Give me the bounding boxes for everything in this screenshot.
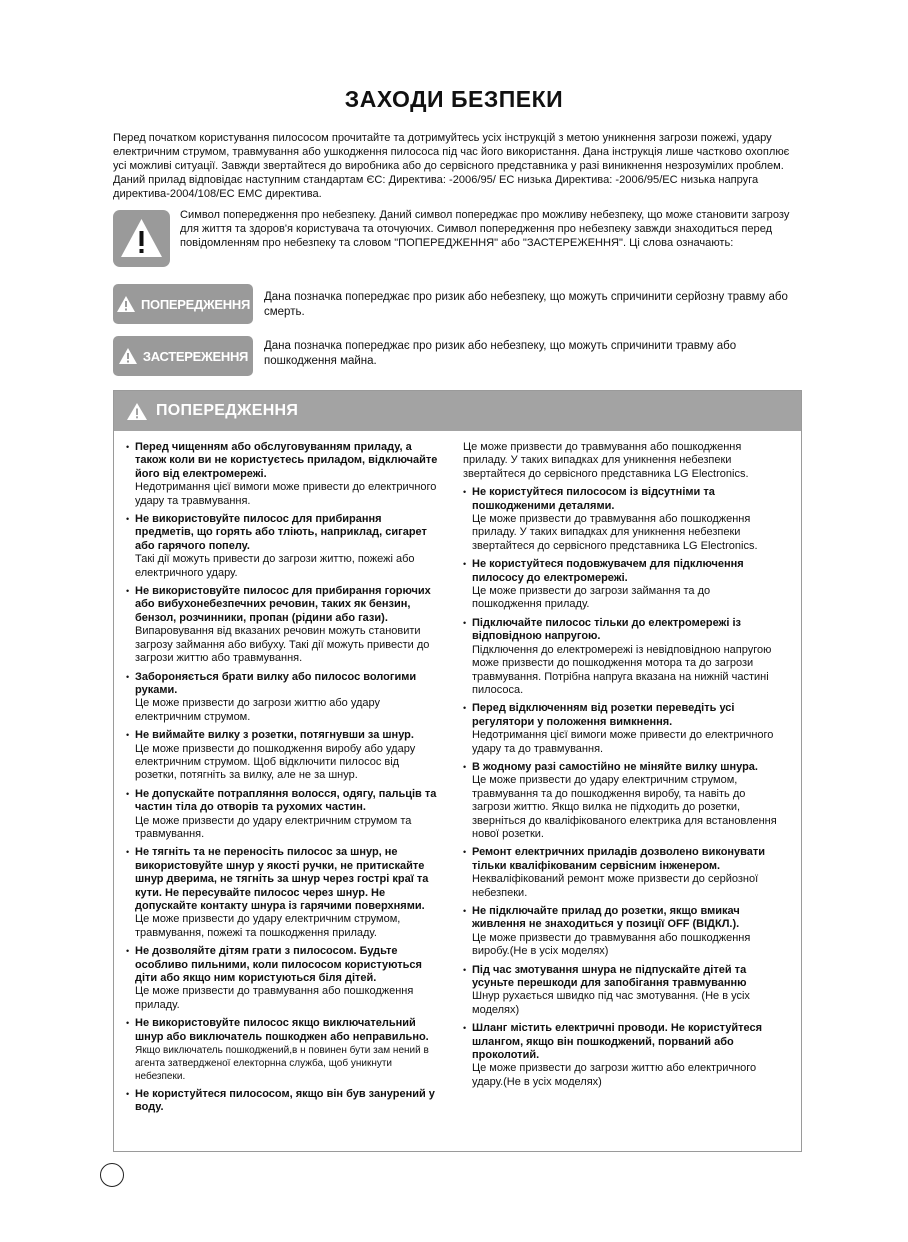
caution-badge [113, 336, 253, 376]
warning-triangle-icon [116, 295, 136, 313]
item-bold-text: • Не користуйтеся пилососом, якщо він був занурений у воду. [135, 1088, 435, 1114]
list-item [126, 513, 442, 580]
item-bold-text: • Ремонт електричних приладів дозволено виконувати тільки кваліфікованим сервісним інженером. [472, 846, 766, 872]
item-text: Шнур рухається швидко під час змотування. (Не в усіх моделях) [472, 990, 750, 1016]
item-bold-text: • В жодному разі самостійно не міняйте вилку шнура. [472, 760, 758, 773]
item-bold-text: • Підключайте пилосос тільки до електромережі із відповідною напругою. [472, 616, 741, 643]
item-bold-text: • Не користуйтеся подовжувачем для підключення пилососу до електромережі. [472, 558, 744, 584]
list-item [126, 788, 442, 842]
caution-badge-text: Дана позначка попереджає про ризик або небезпеку, що можуть спричинити травму або пошкодження майна. [264, 340, 737, 367]
item-text: Це може призвести до травмування або пошкодження приладу. У таких випадках для уникнення небезпеки звертайтеся до сервісного представника LG Electronics. [463, 441, 749, 480]
list-item [463, 905, 779, 959]
item-bold-text: • Не тягніть та не переносіть пилосос за шнур, не використовуйте шнур у якості ручки, не притискайте шнур дверима, не тягніть за шнур через гострі краї та кути. Не пересувайте пилосос через шнур. Не допускайте контакту шнура із гарячими поверхнями. [135, 846, 429, 912]
list-item [126, 1088, 442, 1115]
item-bold-text: • Не підключайте прилад до розетки, якщо вмикач живлення не знаходиться у позиції OFF (ВІДКЛ.). [472, 905, 740, 931]
list-item [463, 761, 779, 841]
list-item [463, 486, 779, 553]
item-text: Недотримання цієї вимоги може привести до електричного удару та травмування. [135, 481, 437, 507]
item-text: Це може призвести до загрози життю або електричного удару.(Не в усіх моделях) [472, 1062, 757, 1088]
item-bold-text: • Забороняється брати вилку або пилосос вологими руками. [135, 670, 417, 696]
item-text: Некваліфікований ремонт може призвести до серйозної небезпеки. [472, 873, 759, 899]
item-text: Випаровування від вказаних речовин можуть становити загрозу займання або вибуху. Такі дії можуть привести до загрози життю або травмування. [135, 625, 430, 665]
list-item [126, 945, 442, 1012]
item-text: Недотримання цієї вимоги може привести до електричного удару та до травмування. [472, 729, 774, 755]
item-bold-text: • Не використовуйте пилосос для прибирання предметів, що горять або тліють, наприклад, сигарет або гарячого попелу. [135, 513, 427, 552]
item-text: Це може призвести до загрози життю або удару електричним струмом. [135, 697, 381, 723]
item-text: Такі дії можуть привести до загрози життю, пожежі або електричного удару. [135, 553, 415, 579]
warning-panel [113, 390, 802, 1152]
item-text: Це може призвести до травмування або пошкодження приладу. У таких випадках для уникнення небезпеки звертайтеся до сервісного представника LG Electronics. [472, 513, 758, 552]
warning-badge-text: Дана позначка попереджає про ризик або небезпеку, що можуть спричинити серйозну травму або смерть. [264, 291, 788, 318]
warning-badge-label: ПОПЕРЕДЖЕННЯ [140, 296, 250, 312]
item-bold-text: • Не використовуйте пилосос якщо виключательний шнур або виключатель пошкоджен або неправильно. [135, 1017, 429, 1043]
item-text: Це може призвести до загрози займання та до пошкодження приладу. [472, 585, 711, 611]
warning-panel-header [114, 391, 801, 431]
warning-triangle-icon [119, 217, 164, 259]
warning-list-left [126, 441, 442, 1120]
list-item [463, 702, 779, 756]
warning-triangle-icon [126, 402, 148, 421]
item-bold-text: • Шланг містить електричні проводи. Не користуйтеся шлангом, якщо він пошкоджений, порваний або проколотий. [472, 1022, 763, 1062]
warning-panel-title: ПОПЕРЕДЖЕННЯ [156, 402, 299, 419]
list-item-continuation [463, 441, 779, 481]
list-item [126, 585, 442, 665]
item-text: Це може призвести до удару електричним струмом, травмування, пожежі та пошкодження приладу. [135, 913, 401, 939]
item-bold-text: • Перед чищенням або обслуговуванням приладу, а також коли ви не користуєтесь приладом, відключайте його від електромережі. [135, 441, 438, 480]
item-bold-text: • Не використовуйте пилосос для прибирання горючих або вибухонебезпечних речовин, таких як бензин, бензол, розчинники, пропан (рідини або гази). [135, 585, 431, 624]
list-item [126, 846, 442, 940]
item-bold-text: • Не користуйтеся пилососом із відсутніми та пошкодженими деталями. [472, 486, 715, 512]
list-item [463, 1022, 779, 1089]
item-bold-text: • Не виймайте вилку з розетки, потягнувши за шнур. [135, 729, 414, 742]
item-text: Це може призвести до пошкодження виробу або удару електричним струмом. Щоб відключити пилосос від розетки, потягніть за вилку, але не за шнур. [135, 742, 416, 782]
item-bold-text: • Не дозволяйте дітям грати з пилососом. Будьте особливо пильними, коли пилососом користуються діти або якщо ним користуються біля дітей. [135, 945, 422, 985]
intro-paragraph: Перед початком користування пилососом прочитайте та дотримуйтесь усіх інструкцій з метою уникнення загрози пожежі, удару електричним струмом, травмування або ушкодження пилососа під час його використання. Дана інструкція лише частково охоплює усі можливі ситуації. Завжди звертайтеся до виробника або до сервісного представника у разі виникнення незрозумілих проблем. Даний прилад відповідає наступним стандартам ЄС: Директива: -2006/95/ ЕС низька Директива: -2006/95/ЕС низька напруга директива-2004/108/ЕС ЕМС директива. [113, 132, 790, 200]
item-bold-text: • Під час змотування шнура не підпускайте дітей та усуньте перешкоди для запобігання травмуванню [472, 963, 747, 990]
list-item [126, 1017, 442, 1083]
warning-list-right [463, 441, 779, 1094]
page-number-circle [100, 1163, 124, 1187]
warning-symbol [113, 210, 170, 267]
list-item [126, 671, 442, 725]
list-item [126, 441, 442, 508]
list-item [126, 729, 442, 783]
warning-badge [113, 284, 253, 324]
item-text: Це може призвести до травмування або пошкодження виробу.(Не в усіх моделях) [472, 931, 751, 958]
item-bold-text: • Не допускайте потрапляння волосся, одягу, пальців та частин тіла до отворів та рухомих частин. [135, 787, 437, 814]
list-item [463, 558, 779, 612]
symbol-description: Символ попередження про небезпеку. Даний символ попереджає про можливу небезпеку, що може становити загрозу для життя та здоров'я користувача та оточуючих. Символ попередження про небезпеку завжди знаходиться перед повідомленням про небезпеку та словом "ПОПЕРЕДЖЕННЯ" або "ЗАСТЕРЕЖЕННЯ". Ці слова означають: [180, 209, 790, 249]
list-item [463, 846, 779, 900]
caution-badge-label: ЗАСТЕРЕЖЕННЯ [142, 348, 249, 364]
list-item [463, 964, 779, 1018]
item-text: Якщо виключатель пошкоджений,в н повинен бути зам нений в агента затвердженої електорнна служба, щоб уникнути небезпеки. [135, 1045, 429, 1083]
item-text: Це може призвести до удару електричним струмом та травмування. [135, 814, 412, 840]
item-bold-text: • Перед відключенням від розетки переведіть усі регулятори у положення вимкнення. [472, 702, 735, 728]
page-title: ЗАХОДИ БЕЗПЕКИ [344, 86, 564, 112]
item-text: Це може призвести до травмування або пошкодження приладу. [135, 985, 414, 1011]
item-text: Це може призвести до удару електричним струмом, травмування та до пошкодження виробу, та навіть до загрози життю. Якщо вилка не підходить до розетки, зверніться до кваліфікованого електрика для встановлення нової розетки. [472, 774, 777, 840]
warning-triangle-icon [118, 347, 138, 365]
item-text: Підключення до електромережі із невідповідною напругою може призвести до пошкодження мотора та до загрози травмування. Потрібна напруга вказана на нижній частині пилососа. [472, 643, 772, 696]
list-item [463, 617, 779, 697]
